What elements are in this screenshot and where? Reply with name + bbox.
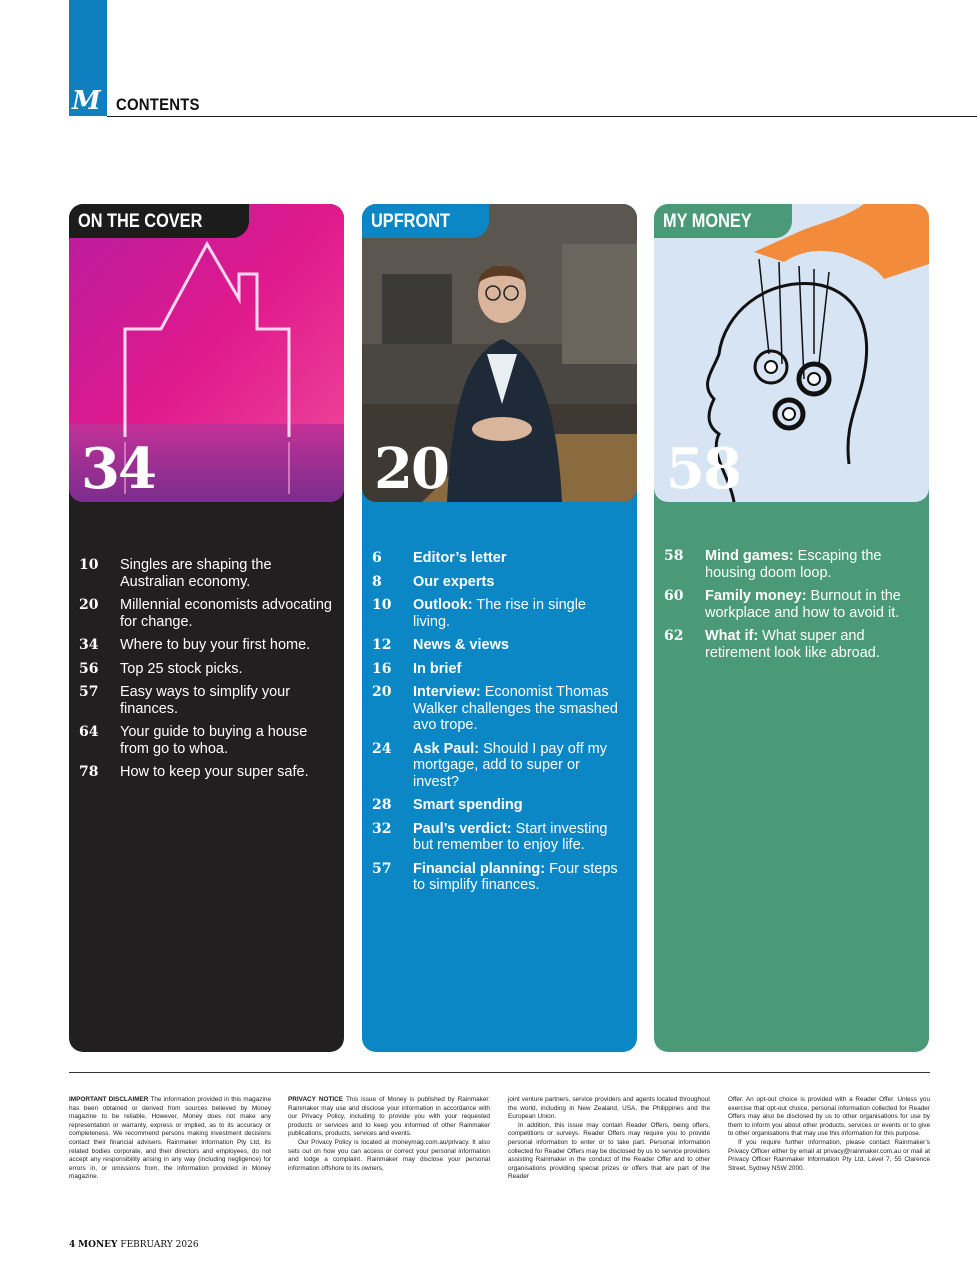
privacy-continued-block [508, 1096, 710, 1182]
upfront-column [362, 204, 637, 1052]
list-item[interactable]: 34 Where to buy your first home. [79, 637, 311, 653]
folio-brand: MONEY [78, 1240, 118, 1250]
privacy-label: PRIVACY NOTICE [288, 1096, 344, 1103]
list-item[interactable]: 8 Our experts [372, 573, 495, 590]
cover-column [69, 204, 344, 1052]
folio [69, 1240, 199, 1250]
list-item[interactable]: 12 News & views [372, 637, 509, 653]
cover-hero-image [69, 204, 344, 502]
cover-tag: ON THE COVER [69, 204, 249, 238]
footer-rule [69, 1072, 930, 1073]
list-item[interactable]: 57 Easy ways to simplify your finances. [79, 684, 291, 717]
privacy-text-2: Our Privacy Policy is located at moneymag.com.au/privacy. It also sets out on how you can access or correct your personal information and lodge a complaint. Rainmaker may disclose your personal information offshore to its owners, [288, 1138, 490, 1172]
list-item[interactable]: 28 Smart spending [372, 797, 523, 813]
list-item[interactable]: 58 Mind games: Escaping the housing doom loop. [664, 548, 882, 581]
privacy-text-3: joint venture partners, service providers and agents located throughout the world, including in New Zealand, USA, the Philippines and the European Union. [508, 1096, 710, 1121]
mymoney-list [664, 548, 919, 668]
list-item[interactable]: 64 Your guide to buying a house from go to whoa. [79, 724, 308, 757]
mymoney-column [654, 204, 929, 1052]
mymoney-hero-illustration [654, 204, 929, 502]
list-item[interactable]: 56 Top 25 stock picks. [79, 660, 243, 677]
disclaimer-text: The information provided in this magazine has been obtained or derived from sources believed by Money magazine to be reliable. However, Money does not make any representation or warranty, express or implied, as to its accuracy or completeness. We recommend persons making investment decisions contact their financial advisers. Rainmaker Information Pty Ltd, its related bodies corporate, and their directors and employees, do not accept any responsibility arising in any way (including negligence) for errors in, or omissions from, the information provided in Money magazine. [69, 1096, 271, 1181]
cover-big-number: 34 [81, 436, 155, 502]
privacy-text: This issue of Money is published by Rainmaker. Rainmaker may use and disclose your information in accordance with our Privacy Policy, including to provide you with your requested products or services and to keep you informed of other Rainmaker publications, products, services and events. [288, 1096, 490, 1138]
contact-text: If you require further information, please contact Rainmaker’s Privacy Officer either by email at privacy@rainmaker.com.au or mail at Privacy Officer Rainmaker Information Pty Ltd, Level 7, 55 Clarence Street, Sydney NSW 2000. [728, 1138, 930, 1172]
list-item[interactable]: 10 Outlook: The rise in single living. [372, 597, 586, 630]
mymoney-tag: MY MONEY [654, 204, 792, 238]
money-logo-letter: M [72, 86, 101, 116]
page-title: CONTENTS [116, 95, 200, 114]
list-item[interactable]: 24 Ask Paul: Should I pay off my mortgage, add to super or invest? [372, 740, 607, 790]
disclaimer-label: IMPORTANT DISCLAIMER [69, 1096, 149, 1103]
list-item[interactable]: 20 Millennial economists advocating for change. [79, 597, 332, 630]
upfront-big-number: 20 [374, 436, 448, 502]
list-item[interactable]: 62 What if: What super and retirement look like abroad. [664, 628, 880, 661]
list-item[interactable]: 60 Family money: Burnout in the workplace and how to avoid it. [664, 588, 901, 621]
upfront-list [372, 550, 627, 901]
list-item[interactable]: 6 Editor’s letter [372, 550, 507, 566]
opt-out-block [728, 1096, 930, 1173]
list-item[interactable]: 32 Paul’s verdict: Start investing but remember to enjoy life. [372, 820, 608, 853]
cover-list [79, 557, 334, 788]
folio-page: 4 [69, 1240, 76, 1250]
folio-issue: FEBRUARY 2026 [120, 1240, 199, 1250]
list-item[interactable]: 78 How to keep your super safe. [79, 764, 309, 780]
upfront-tag: UPFRONT [362, 204, 489, 238]
header-rule [107, 116, 977, 117]
list-item[interactable]: 57 Financial planning: Four steps to simplify finances. [372, 860, 618, 893]
opt-out-text: Offer. An opt-out choice is provided with a Reader Offer. Unless you exercise that opt-out choice, personal information collected for Reader Offers may also be disclosed by us to other organisations for use by them to inform you about other products, services or events or to give to other organisations that may use this information for this purpose. [728, 1096, 930, 1138]
reader-offers-text: In addition, this issue may contain Reader Offers, being offers, competitions or surveys. Reader Offers may require you to provide personal information to enter or to take part. Personal information collected for Reader Offers may be disclosed by us to service providers assisting Rainmaker in the conduct of the Reader Offer and to other organisations providing special prizes or offers that are part of the Reader [508, 1121, 710, 1181]
privacy-block [288, 1096, 490, 1173]
list-item[interactable]: 20 Interview: Economist Thomas Walker challenges the smashed avo trope. [372, 684, 618, 733]
list-item[interactable]: 10 Singles are shaping the Australian economy. [79, 557, 272, 590]
upfront-hero-photo [362, 204, 637, 502]
mymoney-big-number: 58 [666, 436, 740, 502]
list-item[interactable]: 16 In brief [372, 660, 462, 677]
disclaimer-block [69, 1096, 271, 1182]
